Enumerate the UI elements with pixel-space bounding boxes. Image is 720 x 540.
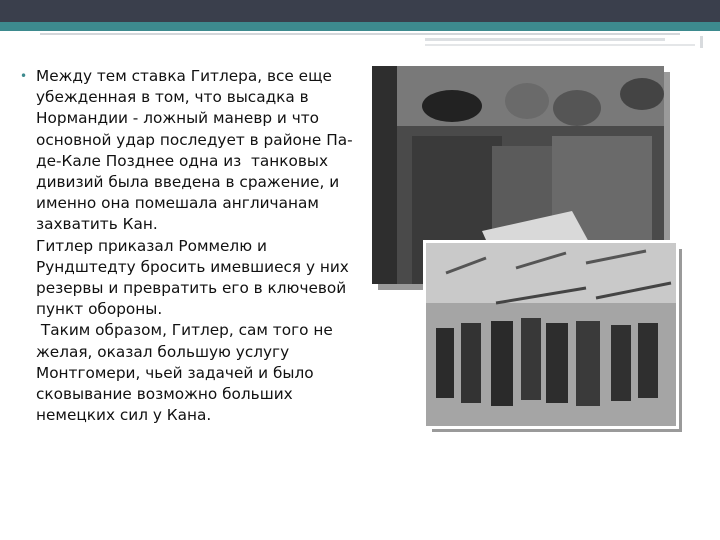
header-band-dark (0, 0, 720, 22)
paragraph-3: Таким образом, Гитлер, сам того не желая, оказал большую услугу Монтгомери, чьей задачей и было сковывание возможно больших немецких сил у Кана. (36, 321, 338, 425)
bullet-icon: • (20, 69, 28, 83)
decorative-line (425, 38, 665, 41)
decorative-line (700, 36, 703, 48)
decorative-line (425, 44, 695, 46)
paragraph-2: Гитлер приказал Роммелю и Рундштедту бросить имевшиеся у них резервы и превратить его в ключевой пункт обороны. (36, 236, 354, 319)
decorative-line (40, 33, 680, 35)
photo-officers-on-beach (426, 243, 676, 426)
body-text-box (20, 66, 355, 426)
header-band-teal (0, 22, 720, 31)
photo-officers-image (426, 243, 676, 426)
paragraph-1: Между тем ставка Гитлера, все еще убежденная в том, что высадка в Нормандии - ложный маневр и что основной удар последует в районе Па-де-Кале Позднее одна из танковых дивизий была введена в сражение, и именно она помешала англичанам захватить Кан. (36, 67, 353, 234)
